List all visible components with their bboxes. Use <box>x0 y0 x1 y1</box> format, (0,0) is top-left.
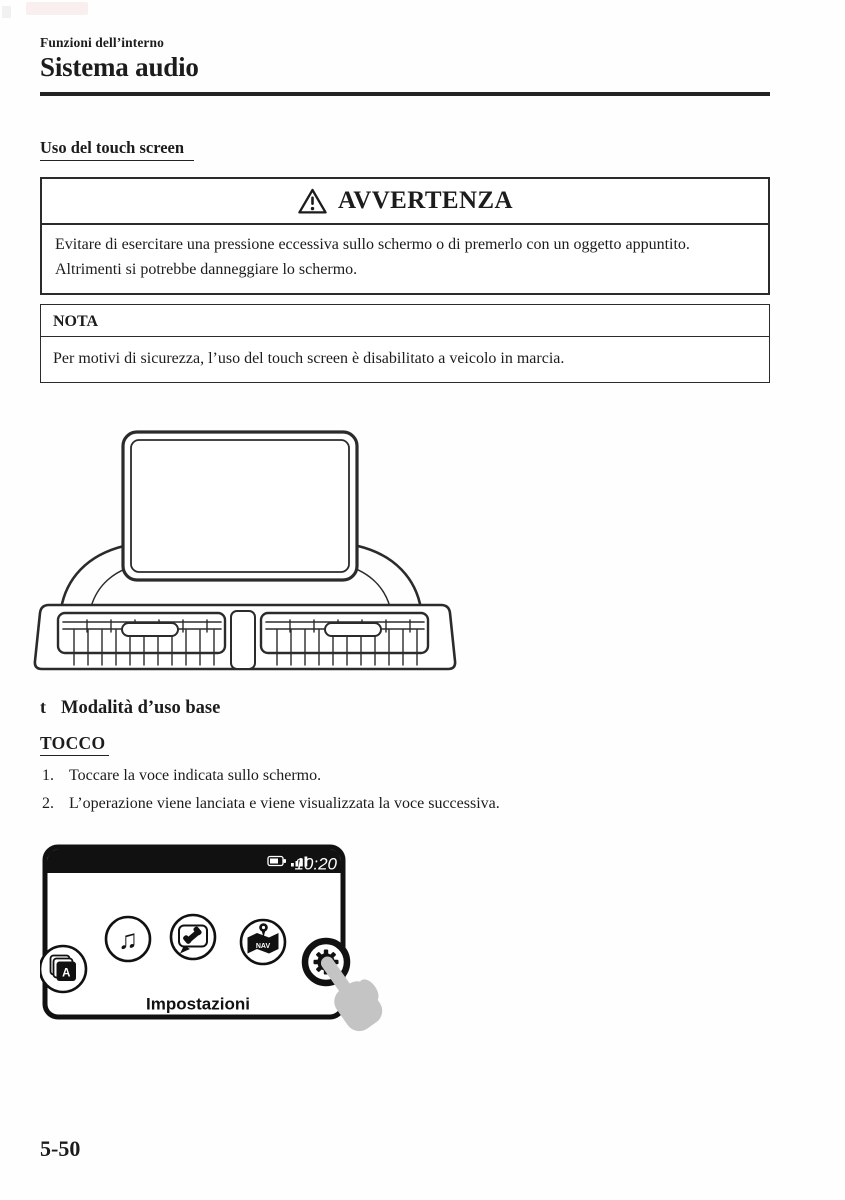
display-screen <box>123 432 357 580</box>
phone-icon <box>171 915 215 959</box>
music-icon <box>106 917 150 961</box>
step-number: 2. <box>42 795 54 812</box>
warning-box <box>40 177 770 295</box>
step-item <box>42 790 500 818</box>
status-bar <box>48 850 341 874</box>
step-text: L’operazione viene lanciata e viene visualizzata la voce successiva. <box>69 795 500 812</box>
step-item <box>42 762 500 790</box>
applications-icon <box>40 946 86 992</box>
watermark-artifact <box>26 2 88 15</box>
section-heading-touchscreen: Uso del touch screen <box>40 138 194 161</box>
tocco-subheading: TOCCO <box>40 733 109 756</box>
note-title: NOTA <box>41 305 769 337</box>
warning-header <box>42 179 768 225</box>
svg-text:♫: ♫ <box>117 924 139 955</box>
breadcrumb: Funzioni dell’interno <box>40 35 164 50</box>
selected-item-label: Impostazioni <box>146 994 250 1014</box>
touchscreen-illustration <box>40 842 400 1054</box>
step-text: Toccare la voce indicata sullo schermo. <box>69 767 322 784</box>
note-box <box>40 304 770 383</box>
vent-panel <box>35 605 455 669</box>
svg-text:NAV: NAV <box>255 943 271 950</box>
center-strip <box>231 611 255 669</box>
warning-title: AVVERTENZA <box>338 187 513 214</box>
steps-list <box>42 762 500 818</box>
basic-mode-title: Modalità d’uso base <box>61 698 221 718</box>
watermark-artifact <box>2 6 11 18</box>
dashboard-illustration <box>30 416 460 686</box>
basic-mode-heading <box>40 697 220 719</box>
warning-body: Evitare di esercitare una pressione eccessiva sullo schermo o di premerlo con un oggetto appuntito. Altrimenti si potrebbe danneggiare lo schermo. <box>55 236 690 278</box>
warning-triangle-icon <box>297 187 328 215</box>
clock-display: 10:20 <box>294 854 337 874</box>
svg-text:A: A <box>62 967 71 980</box>
title-rule <box>40 92 770 96</box>
page-number: 5-50 <box>40 1136 81 1161</box>
note-body: Per motivi di sicurezza, l’uso del touch screen è disabilitato a veicolo in marcia. <box>53 350 565 367</box>
heading-marker: t <box>40 697 46 717</box>
page-title: Sistema audio <box>40 52 199 82</box>
navigation-icon <box>241 920 285 964</box>
step-number: 1. <box>42 767 54 784</box>
